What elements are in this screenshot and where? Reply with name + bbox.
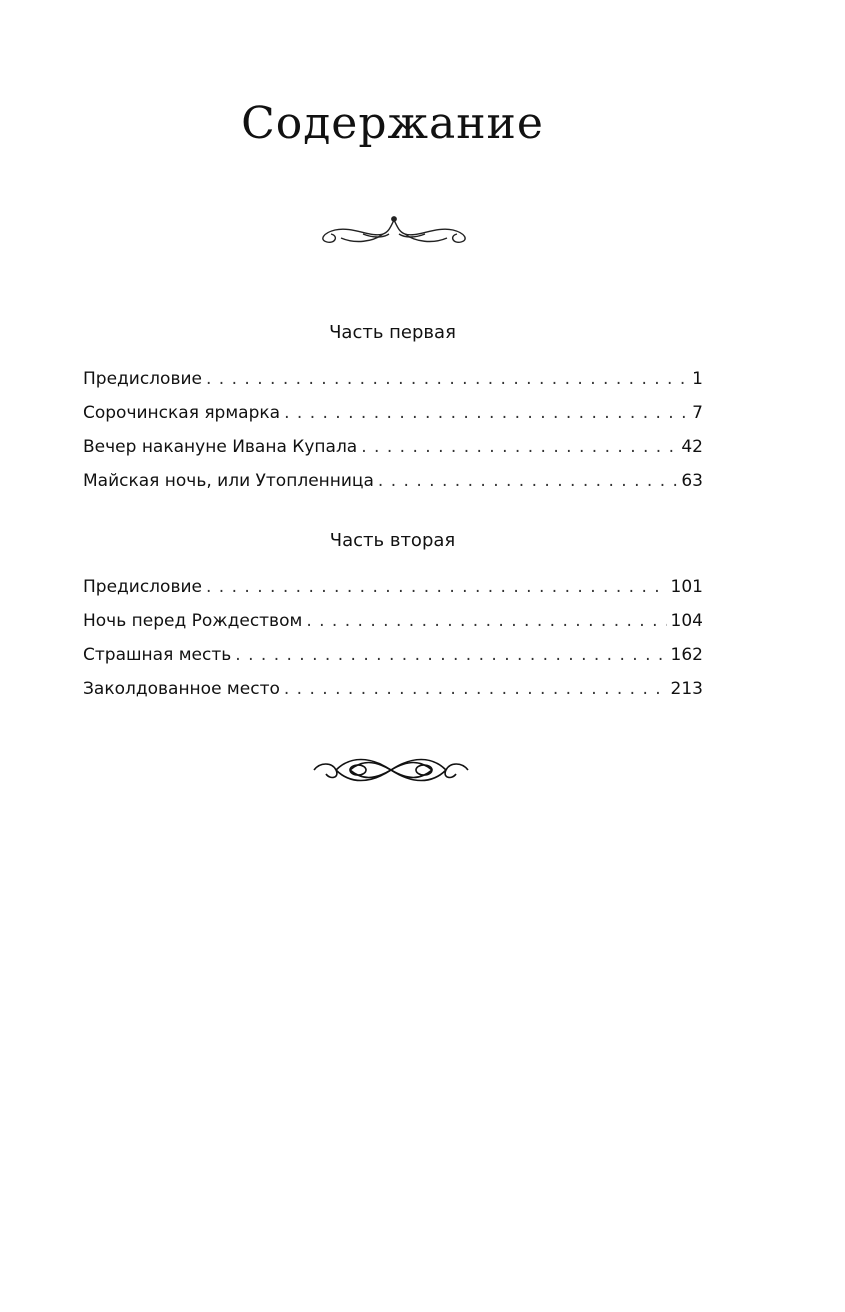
toc-entry[interactable] (83, 436, 703, 470)
dot-leader (378, 470, 677, 492)
toc-entry-title: Заколдованное место (83, 679, 280, 699)
toc-entry-page: 101 (670, 577, 703, 597)
part-heading-2: Часть вторая (329, 530, 456, 551)
toc-entry-page: 104 (670, 611, 703, 631)
toc-entry[interactable] (83, 678, 703, 712)
toc-entry[interactable] (83, 576, 703, 610)
toc-entry[interactable] (83, 610, 703, 644)
dot-leader (235, 644, 666, 666)
toc-list-part-1 (83, 368, 703, 504)
toc-entry-title: Сорочинская ярмарка (83, 403, 281, 423)
page-title: Содержание (241, 98, 544, 149)
flourish-ornament-top (313, 212, 475, 252)
dot-leader (206, 576, 667, 598)
toc-entry[interactable] (83, 402, 703, 436)
toc-entry-title: Страшная месть (83, 645, 232, 665)
toc-entry-title: Ночь перед Рождеством (83, 611, 303, 631)
toc-entry-page: 1 (692, 369, 703, 389)
dot-leader (284, 678, 667, 700)
toc-entry-title: Вечер накануне Ивана Купала (83, 437, 358, 457)
toc-entry-page: 213 (670, 679, 703, 699)
dot-leader (306, 610, 666, 632)
flourish-ornament-bottom (310, 750, 472, 790)
toc-entry[interactable] (83, 470, 703, 504)
toc-entry-title: Предисловие (83, 577, 202, 597)
dot-leader (284, 402, 688, 424)
dot-leader (206, 368, 688, 390)
toc-entry-page: 63 (681, 471, 703, 491)
toc-entry-page: 7 (692, 403, 703, 423)
part-heading-1: Часть первая (329, 322, 456, 343)
toc-entry-page: 42 (681, 437, 703, 457)
toc-entry-title: Предисловие (83, 369, 202, 389)
toc-entry[interactable] (83, 368, 703, 402)
toc-entry-page: 162 (670, 645, 703, 665)
toc-entry[interactable] (83, 644, 703, 678)
dot-leader (361, 436, 677, 458)
toc-entry-title: Майская ночь, или Утопленница (83, 471, 374, 491)
toc-list-part-2 (83, 576, 703, 712)
